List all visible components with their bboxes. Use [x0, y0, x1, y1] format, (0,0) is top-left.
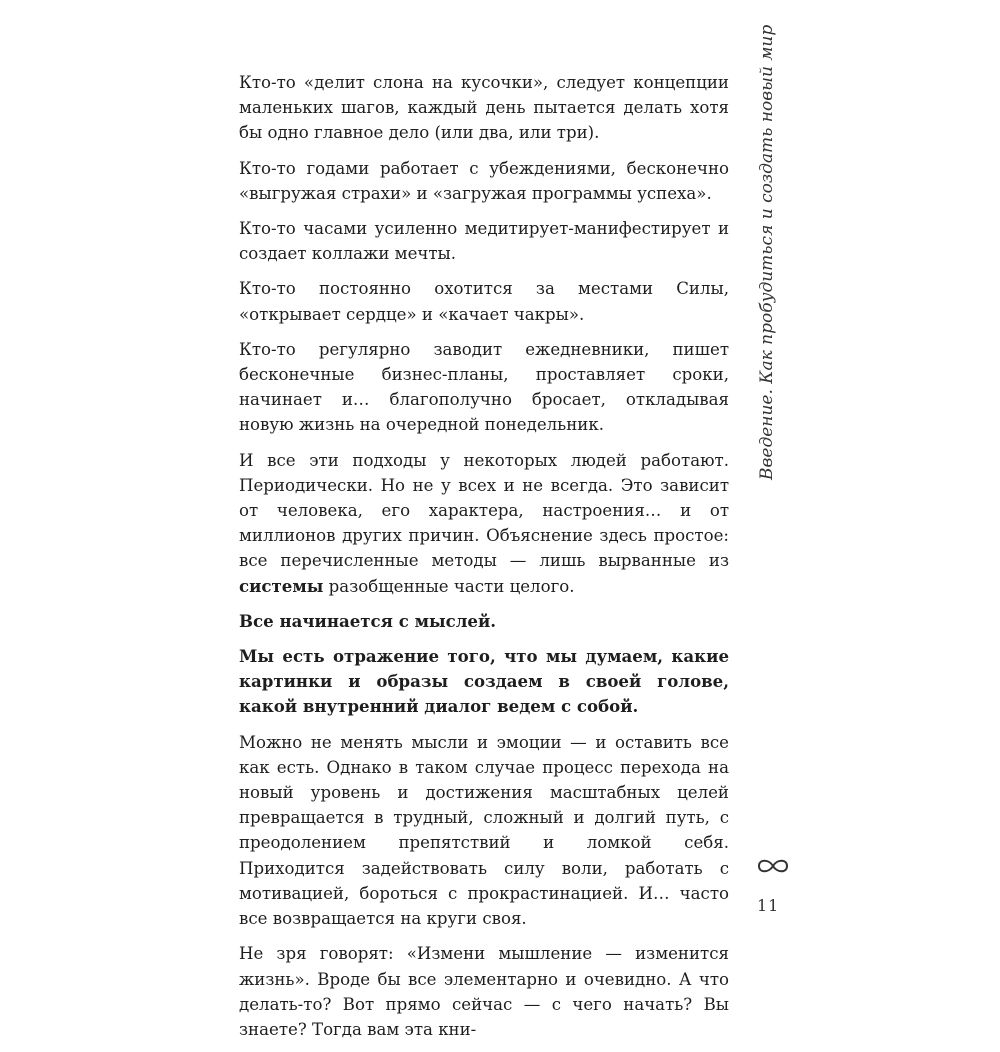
paragraph-7-bold: Все начинается с мыслей. — [239, 610, 497, 631]
paragraph-5: Кто-то регулярно заводит ежедневники, пишет бесконечные бизнес-планы, проставляет сроки, начинает и… благополучно бросает, откладывая новую жизнь на очередной понедельник. — [239, 339, 729, 435]
paragraph-8-bold: Мы есть отражение того, что мы думаем, какие картинки и образы создаем в своей голове, какой внутренний диалог ведем с собой. — [239, 646, 729, 717]
paragraph-6-before: И все эти подходы у некоторых людей работают. Периодически. Но не у всех и не всегда. Это зависит от человека, его характера, настроения… и от миллионов других причин. Объяснение здесь простое: все перечисленные методы — лишь вырванные из — [239, 450, 729, 571]
paragraph-9: Можно не менять мысли и эмоции — и оставить все как есть. Однако в таком случае процесс перехода на новый уровень и достижения масштабных целей превращается в трудный, сложный и долгий путь, с преодолением препятствий и ломкой себя. Приходится задействовать силу воли, работать с мотивацией, бороться с прокрастинацией. И… часто все возвращается на круги своя. — [239, 732, 729, 929]
body-text — [239, 70, 729, 1052]
running-head-text: Введение. Как пробудиться и создать новый мир — [757, 24, 777, 480]
infinity-icon — [755, 856, 791, 876]
paragraph-6 — [239, 448, 729, 599]
paragraph-6-emphasis: системы — [239, 575, 324, 596]
running-head — [752, 24, 782, 480]
paragraph-1: Кто-то «делит слона на кусочки», следует концепции маленьких шагов, каждый день пытается делать хотя бы одно главное дело (или два, или три). — [239, 73, 729, 143]
page-number: 11 — [757, 896, 780, 915]
paragraph-2: Кто-то годами работает с убеждениями, бесконечно «выгружая страхи» и «загружая программы успеха». — [239, 158, 729, 203]
paragraph-6-after: разобщенные части целого. — [323, 576, 575, 596]
paragraph-10: Не зря говорят: «Измени мышление — изменится жизнь». Вроде бы все элементарно и очевидно. А что делать-то? Вот прямо сейчас — с чего начать? Вы знаете? Тогда вам эта кни- — [239, 944, 729, 1039]
paragraph-4: Кто-то постоянно охотится за местами Силы, «открывает сердце» и «качает чакры». — [239, 279, 729, 324]
paragraph-3: Кто-то часами усиленно медитирует-манифестирует и создает коллажи мечты. — [239, 219, 729, 264]
